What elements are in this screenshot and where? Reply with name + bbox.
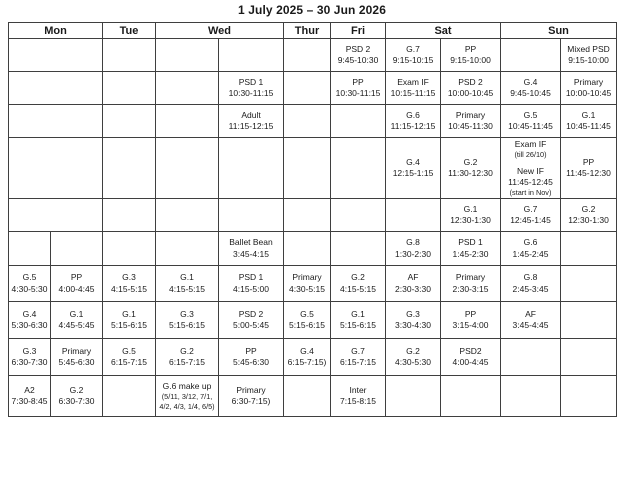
cell-r4-thur-empty: [284, 138, 331, 199]
cell-r7-wed1: [156, 266, 219, 302]
cell-r1-sat2: [441, 39, 501, 72]
class-name: PP: [464, 308, 477, 319]
class-time: 10:30-11:15: [228, 88, 274, 98]
cell-r9-sat2: [441, 339, 501, 376]
class-time: 6:15-7:15: [111, 357, 147, 367]
class-time: 11:15-12:15: [228, 121, 274, 131]
cell-r8-sat2: [441, 302, 501, 339]
class-time: 2:45-3:45: [512, 283, 549, 294]
class-name: G.5: [300, 308, 314, 319]
class-name: Primary: [236, 384, 266, 395]
class-name: G.1: [180, 272, 194, 283]
cell-r4-wed2-empty: [219, 138, 284, 199]
cell-r1-mon-empty: [9, 39, 103, 72]
class-time: 4:30-5:30: [395, 357, 431, 367]
day-header-tue: Tue: [103, 23, 156, 39]
class-time: 4:30-5:30: [11, 283, 48, 294]
class-name: G.4: [523, 76, 538, 87]
class-time: 12:15-1:15: [392, 168, 434, 178]
cell-r9-tue: [103, 339, 156, 376]
class-time: 10:15-11:15: [390, 88, 436, 98]
class-time: 4:15-5:15: [340, 283, 376, 294]
class-name: G.7: [406, 43, 420, 54]
class-time: 9:45-10:30: [337, 55, 379, 65]
class-name: Primary: [455, 272, 486, 283]
class-time: 4:00-4:45: [58, 283, 95, 294]
class-time: 12:45-1:45: [510, 215, 551, 225]
cell-r10-sat1-empty: [386, 376, 441, 417]
class-name: G.3: [406, 308, 420, 319]
cell-r9-mon1: [9, 339, 51, 376]
table-row: [9, 138, 617, 199]
cell-r4-sun2: [561, 138, 617, 199]
class-name: G.1: [581, 109, 596, 120]
cell-r7-wed2: [219, 266, 284, 302]
class-time: 1:45-2:30: [452, 248, 489, 259]
cell-r5-sat1-empty: [386, 199, 441, 232]
cell-r4-tue-empty: [103, 138, 156, 199]
cell-r8-fri: [331, 302, 386, 339]
cell-r8-wed1: [156, 302, 219, 339]
class-time: 4:30-5:15: [289, 283, 325, 294]
class-name: AF: [525, 308, 536, 319]
class-name: Exam IF: [397, 76, 429, 87]
table-row: [9, 199, 617, 232]
cell-r4-sun1-exam-new-if: [501, 138, 561, 199]
cell-r5-sat2: [441, 199, 501, 232]
cell-r7-mon1: [9, 266, 51, 302]
cell-r4-sat1: [386, 138, 441, 199]
class-name: Adult: [241, 109, 261, 120]
class-name: G.2: [581, 203, 596, 214]
class-name: G.1: [463, 203, 478, 214]
class-time: 10:45-11:45: [566, 121, 611, 131]
cell-r10-mon2: [51, 376, 103, 417]
cell-r10-mon1: [9, 376, 51, 417]
class-time: 6:15-7:15): [287, 357, 327, 367]
cell-r6-sat1: [386, 232, 441, 266]
class-time: 3:45-4:15: [233, 248, 269, 259]
class-name: Mixed PSD: [567, 43, 610, 54]
class-time: 1:45-2:45: [512, 248, 549, 259]
class-name: G.3: [22, 345, 37, 356]
class-name: G.4: [22, 308, 37, 319]
cell-r8-sat1: [386, 302, 441, 339]
cell-r8-mon2: [51, 302, 103, 339]
class-name: AF: [407, 272, 419, 283]
cell-r8-mon1: [9, 302, 51, 339]
class-name: G.1: [69, 308, 84, 319]
cell-r6-fri-empty: [331, 232, 386, 266]
cell-r2-wed1-empty: [156, 72, 219, 105]
cell-r5-sun1: [501, 199, 561, 232]
class-time: 10:00-10:45: [447, 88, 494, 98]
class-name: Primary: [573, 76, 604, 87]
class-time: 6:30-7:30: [11, 357, 48, 367]
class-name: G.2: [69, 384, 84, 395]
class-time: 5:45-6:30: [233, 357, 269, 367]
class-name: G.5: [523, 109, 538, 120]
cell-r7-thur: [284, 266, 331, 302]
cell-r2-fri: [331, 72, 386, 105]
class-time: 9:15-10:15: [392, 55, 434, 65]
cell-r10-sun2-empty: [561, 376, 617, 417]
cell-r3-sun1: [501, 105, 561, 138]
class-time: 3:30-4:30: [395, 320, 431, 330]
class-time: 3:15-4:00: [452, 320, 489, 330]
cell-r7-sat2: [441, 266, 501, 302]
cell-r2-thur-empty: [284, 72, 331, 105]
cell-r6-tue-empty: [103, 232, 156, 266]
class-name: G.6: [406, 109, 420, 120]
class-time: 3:45-4:45: [512, 320, 549, 330]
cell-r1-fri: [331, 39, 386, 72]
cell-r5-wed1-empty: [156, 199, 219, 232]
class-time: 5:30-6:30: [11, 320, 48, 330]
schedule-table: [8, 22, 617, 417]
class-name: PSD 2: [345, 43, 371, 54]
cell-r8-sun2-empty: [561, 302, 617, 339]
class-time: 4:45-5:45: [58, 320, 95, 330]
cell-r9-wed1: [156, 339, 219, 376]
header-row: [9, 23, 617, 39]
class-name: G.5: [122, 345, 136, 356]
cell-r10-fri: [331, 376, 386, 417]
cell-r1-wed1-empty: [156, 39, 219, 72]
class-name: New IF: [517, 165, 544, 176]
class-name: PSD 1: [238, 272, 264, 283]
cell-r1-thur-empty: [284, 39, 331, 72]
cell-r2-mon-empty: [9, 72, 103, 105]
table-row: [9, 105, 617, 138]
class-time: 4:15-5:15: [169, 283, 205, 294]
cell-r1-sun2: [561, 39, 617, 72]
day-header-thur: Thur: [284, 23, 331, 39]
cell-r7-sun2-empty: [561, 266, 617, 302]
class-name: G.1: [122, 308, 136, 319]
class-name: Inter: [349, 384, 367, 395]
cell-r5-sun2: [561, 199, 617, 232]
class-name: G.3: [122, 272, 136, 283]
class-name: G.7: [351, 345, 365, 356]
day-header-sat: Sat: [386, 23, 501, 39]
class-name: G.5: [22, 272, 37, 283]
class-name: G.1: [351, 308, 365, 319]
class-name: PP: [352, 76, 364, 87]
cell-r2-sun2: [561, 72, 617, 105]
class-name: Exam IF: [514, 138, 547, 149]
cell-r5-tue-empty: [103, 199, 156, 232]
cell-r6-wed1-empty: [156, 232, 219, 266]
cell-r3-thur-empty: [284, 105, 331, 138]
class-time: 1:30-2:30: [395, 248, 431, 259]
cell-r8-tue: [103, 302, 156, 339]
cell-r6-sat2: [441, 232, 501, 266]
class-time: 4:00-4:45: [452, 357, 489, 367]
cell-r6-mon1-empty: [9, 232, 51, 266]
class-name: PP: [582, 156, 595, 167]
cell-r3-wed2: [219, 105, 284, 138]
table-row: [9, 339, 617, 376]
class-time: 12:30-1:30: [450, 215, 491, 225]
class-note: (start in Nov): [509, 188, 552, 198]
class-name: PP: [70, 272, 83, 283]
cell-r10-wed2: [219, 376, 284, 417]
cell-r1-tue-empty: [103, 39, 156, 72]
spacer: [502, 159, 559, 166]
class-name: PSD 1: [458, 237, 483, 248]
class-name: Primary: [455, 109, 486, 120]
cell-r3-wed1-empty: [156, 105, 219, 138]
cell-r5-wed2-empty: [219, 199, 284, 232]
class-name: G.8: [406, 237, 420, 248]
cell-r10-thur-empty: [284, 376, 331, 417]
cell-r8-thur: [284, 302, 331, 339]
class-time: 10:45-11:30: [448, 121, 493, 131]
class-name: PP: [464, 43, 477, 54]
cell-r9-wed2: [219, 339, 284, 376]
cell-r6-sun1: [501, 232, 561, 266]
cell-r9-fri: [331, 339, 386, 376]
class-name: G.2: [463, 156, 478, 167]
cell-r8-wed2: [219, 302, 284, 339]
class-time: 11:15-12:15: [390, 121, 436, 131]
cell-r8-sun1: [501, 302, 561, 339]
cell-r7-tue: [103, 266, 156, 302]
class-time: 4:15-5:15: [111, 283, 147, 294]
cell-r9-sun2-empty: [561, 339, 617, 376]
class-time: 5:15-6:15: [169, 320, 205, 330]
cell-r2-tue-empty: [103, 72, 156, 105]
class-time: 9:15-10:00: [568, 55, 609, 65]
class-time: 7:30-8:45: [11, 396, 48, 406]
cell-r3-sat1: [386, 105, 441, 138]
cell-r2-sat1: [386, 72, 441, 105]
table-row: [9, 232, 617, 266]
cell-r7-sat1: [386, 266, 441, 302]
cell-r3-sun2: [561, 105, 617, 138]
class-name: G.3: [180, 308, 194, 319]
class-time: 10:00-10:45: [565, 88, 612, 98]
class-name: G.6: [523, 237, 538, 248]
cell-r10-wed1-makeup: [156, 376, 219, 417]
day-header-sun: Sun: [501, 23, 617, 39]
class-name: G.2: [180, 345, 194, 356]
cell-r1-sun1-empty: [501, 39, 561, 72]
page-title: 1 July 2025 – 30 Jun 2026: [238, 3, 386, 17]
cell-r7-mon2: [51, 266, 103, 302]
table-row: [9, 266, 617, 302]
cell-r3-fri-empty: [331, 105, 386, 138]
cell-r3-tue-empty: [103, 105, 156, 138]
class-time: 11:30-12:30: [448, 168, 493, 178]
cell-r10-tue-empty: [103, 376, 156, 417]
cell-r9-sun1-empty: [501, 339, 561, 376]
cell-r9-mon2: [51, 339, 103, 376]
class-time: 5:15-6:15: [111, 320, 147, 330]
class-time: 9:15-10:00: [450, 55, 491, 65]
cell-r9-sat1: [386, 339, 441, 376]
cell-r5-fri-empty: [331, 199, 386, 232]
cell-r6-sun2-empty: [561, 232, 617, 266]
cell-r4-fri-empty: [331, 138, 386, 199]
cell-r10-sat2-empty: [441, 376, 501, 417]
class-name: PSD 2: [458, 76, 483, 87]
class-time: 6:30-7:15): [231, 396, 271, 406]
class-time: 7:15-8:15: [340, 396, 376, 406]
cell-r3-mon-empty: [9, 105, 103, 138]
class-time: 12:30-1:30: [568, 215, 609, 225]
class-name: PSD 2: [238, 308, 264, 319]
day-header-wed: Wed: [156, 23, 284, 39]
cell-r1-wed2-empty: [219, 39, 284, 72]
class-time: 10:30-11:15: [335, 88, 381, 98]
class-name: Primary: [292, 272, 322, 283]
class-name: G.4: [406, 156, 420, 167]
table-row: [9, 302, 617, 339]
class-time: 6:30-7:30: [58, 396, 95, 406]
class-time: 2:30-3:15: [452, 283, 489, 294]
class-time: 5:00-5:45: [233, 320, 269, 330]
cell-r2-sun1: [501, 72, 561, 105]
class-name: Primary: [61, 345, 92, 356]
cell-r2-sat2: [441, 72, 501, 105]
cell-r5-mon-empty: [9, 199, 103, 232]
day-header-fri: Fri: [331, 23, 386, 39]
class-time: 11:45-12:45: [508, 177, 553, 188]
class-time: 6:15-7:15: [340, 357, 376, 367]
class-time: 9:45-10:45: [510, 88, 551, 98]
class-time: 11:45-12:30: [566, 168, 611, 178]
class-time: 5:45-6:30: [58, 357, 95, 367]
class-name: PP: [245, 345, 257, 356]
cell-r6-wed2: [219, 232, 284, 266]
class-note: (till 26/10): [514, 149, 547, 159]
day-header-mon: Mon: [9, 23, 103, 39]
class-time: 5:15-6:15: [340, 320, 376, 330]
class-name: G.7: [523, 203, 538, 214]
class-time: 4:15-5:00: [233, 283, 269, 294]
cell-r5-thur-empty: [284, 199, 331, 232]
cell-r6-thur-empty: [284, 232, 331, 266]
class-name: G.2: [351, 272, 365, 283]
cell-r4-sat2: [441, 138, 501, 199]
cell-r9-thur: [284, 339, 331, 376]
class-name: G.8: [523, 272, 538, 283]
class-name: G.6 make up: [162, 381, 212, 392]
cell-r4-mon-empty: [9, 138, 103, 199]
class-time: 10:45-11:45: [508, 121, 553, 131]
cell-r3-sat2: [441, 105, 501, 138]
class-name: PSD2: [459, 345, 482, 356]
cell-r10-sun1-empty: [501, 376, 561, 417]
class-time: 2:30-3:30: [395, 283, 431, 294]
table-row: [9, 39, 617, 72]
cell-r7-sun1: [501, 266, 561, 302]
class-name: A2: [24, 384, 35, 395]
cell-r7-fri: [331, 266, 386, 302]
table-row: [9, 376, 617, 417]
table-row: [9, 72, 617, 105]
cell-r1-sat1: [386, 39, 441, 72]
class-time: 5:15-6:15: [289, 320, 325, 330]
cell-r2-wed2: [219, 72, 284, 105]
class-name: G.2: [406, 345, 420, 356]
class-time: 6:15-7:15: [169, 357, 205, 367]
class-name: Ballet Bean: [229, 237, 273, 248]
class-note: (5/11, 3/12, 7/1, 4/2, 4/3, 1/4, 6/5): [159, 392, 215, 411]
cell-r6-mon2-empty: [51, 232, 103, 266]
class-name: G.4: [300, 345, 314, 356]
cell-r4-wed1-empty: [156, 138, 219, 199]
class-name: PSD 1: [238, 76, 264, 87]
